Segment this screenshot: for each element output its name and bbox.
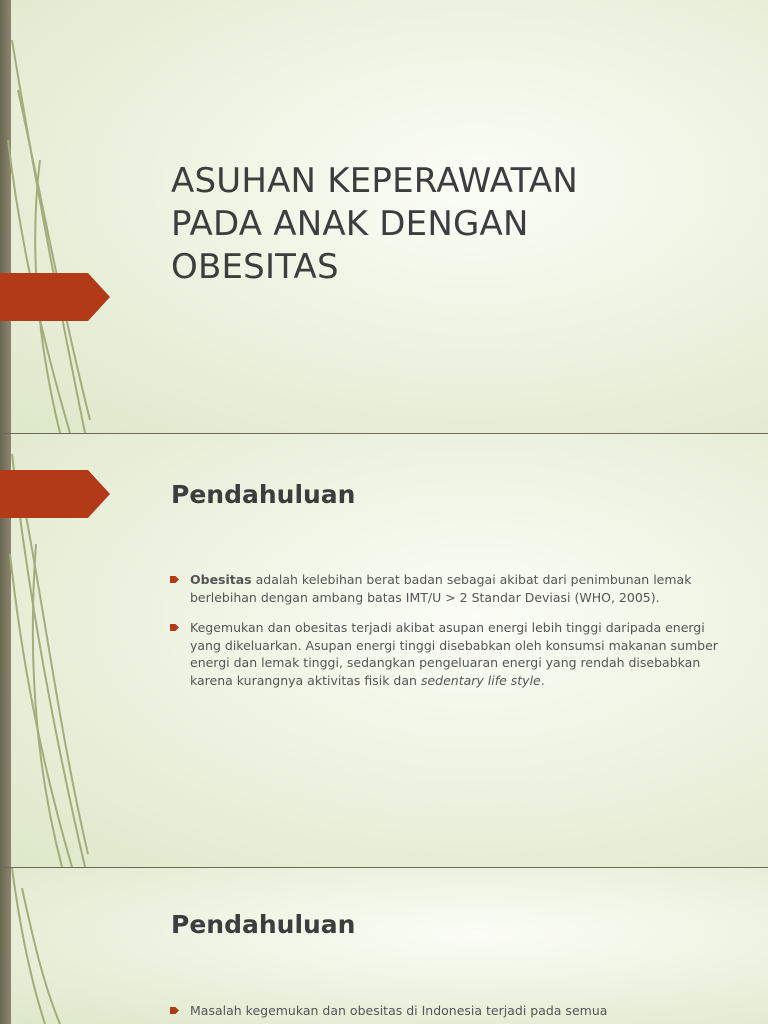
bullet-text: Kegemukan dan obesitas terjadi akibat asupan energi lebih tinggi daripada energi yang dikeluarkan. Asupan energi tinggi disebabkan oleh konsumsi makanan sumber energi dan lemak tinggi, sedangkan pengeluaran energi yang rendah disebabkan karena kurangnya aktivitas fisik dan <box>190 620 718 688</box>
bullet-text: adalah kelebihan berat badan sebagai akibat dari penimbunan lemak berlebihan dengan ambang batas IMT/U > 2 Standar Deviasi (WHO, 2005). <box>190 572 692 605</box>
title-line-1: ASUHAN KEPERAWATAN <box>171 161 579 201</box>
decorative-curves <box>0 0 110 433</box>
presentation-title <box>171 160 731 289</box>
slide-pendahuluan-1 <box>0 434 768 867</box>
bullet-italic-term: sedentary life style <box>420 672 541 688</box>
red-tab-marker <box>0 470 110 518</box>
title-line-3: OBESITAS <box>171 247 339 287</box>
bullet-bold-term: Obesitas <box>190 572 252 587</box>
slide-heading: Pendahuluan <box>171 910 356 939</box>
bullet-text-end: . <box>540 672 545 688</box>
title-line-2: PADA ANAK DENGAN <box>171 204 529 244</box>
slide-heading: Pendahuluan <box>171 480 356 509</box>
red-tab-marker <box>0 273 110 321</box>
bullet-list <box>168 571 720 702</box>
slide-pendahuluan-2 <box>0 868 768 1024</box>
slide-title <box>0 0 768 433</box>
bullet-text: Masalah kegemukan dan obesitas di Indonesia terjadi pada semua <box>190 1003 608 1018</box>
bullet-item <box>168 571 720 606</box>
decorative-curves <box>0 868 110 1024</box>
bullet-list <box>168 1002 720 1024</box>
bullet-item <box>168 619 720 689</box>
bullet-item <box>168 1002 720 1020</box>
